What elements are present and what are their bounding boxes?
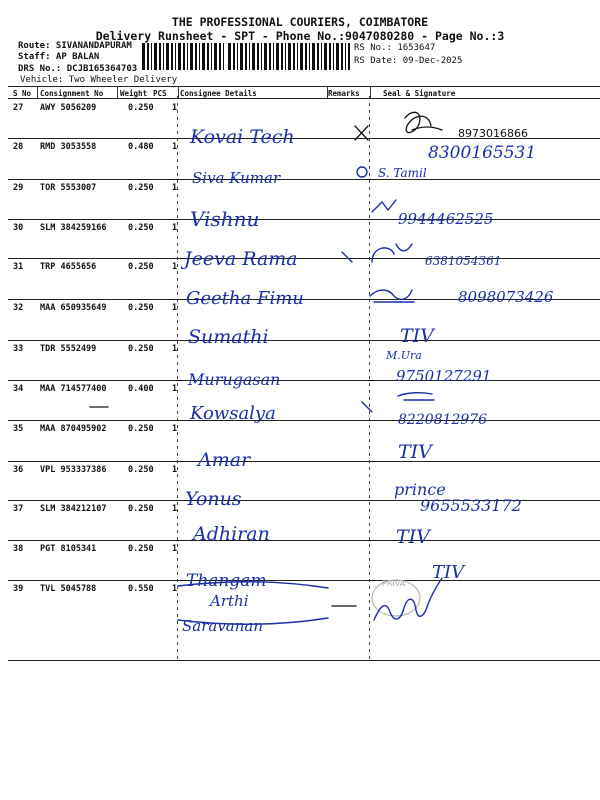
handwritten-phone: 9655533172 bbox=[420, 496, 522, 515]
handwritten-name: Geetha Fimu bbox=[186, 288, 304, 309]
barcode-bar bbox=[175, 43, 176, 70]
col-divider bbox=[327, 86, 328, 98]
staff-label: Staff: AP BALAN bbox=[18, 52, 100, 62]
row-pieces: 1 bbox=[172, 344, 178, 354]
handwritten-name: Siva Kumar bbox=[192, 169, 281, 187]
barcode-bar bbox=[329, 43, 331, 70]
barcode-bar bbox=[305, 43, 307, 70]
col-divider bbox=[37, 86, 38, 98]
row-weight: 0.250 bbox=[128, 262, 154, 272]
circle-mark bbox=[357, 167, 367, 177]
barcode-bar bbox=[252, 43, 255, 70]
row-divider bbox=[8, 420, 600, 421]
barcode-bar bbox=[240, 43, 243, 70]
row-pieces: 1 bbox=[172, 262, 178, 272]
row-serial: 32 bbox=[13, 303, 24, 313]
route-label: Route: SIVANANDAPURAM bbox=[18, 41, 132, 51]
barcode-bar bbox=[257, 43, 259, 70]
col-seal: Seal & Signature bbox=[383, 89, 456, 98]
barcode-bar bbox=[147, 43, 149, 70]
col-divider bbox=[117, 86, 118, 98]
header-top-rule bbox=[8, 86, 600, 87]
barcode-bar bbox=[151, 43, 152, 70]
barcode-bar bbox=[195, 43, 197, 70]
barcode-bar bbox=[288, 43, 291, 70]
handwritten-tin: TIV bbox=[396, 526, 430, 548]
barcode-bar bbox=[345, 43, 346, 70]
consignment-number: SLM 384259166 bbox=[40, 223, 107, 233]
stamp-ring bbox=[372, 580, 420, 616]
row-serial: 35 bbox=[13, 424, 24, 434]
barcode-bar bbox=[348, 43, 350, 70]
row-serial: 27 bbox=[13, 103, 24, 113]
handwritten-name: Jeeva Rama bbox=[184, 248, 298, 270]
row-pieces: 1 bbox=[172, 142, 178, 152]
col-divider bbox=[370, 86, 371, 98]
handwritten-phone: 8220812976 bbox=[398, 412, 488, 428]
row-divider bbox=[8, 138, 600, 139]
row-weight: 0.250 bbox=[128, 344, 154, 354]
handwritten-sign: S. Tamil bbox=[378, 166, 427, 180]
barcode-bar bbox=[154, 43, 157, 70]
row-serial: 38 bbox=[13, 544, 24, 554]
row-pieces: 1 bbox=[172, 424, 178, 434]
signature-scribble bbox=[374, 578, 442, 620]
row-weight: 0.250 bbox=[128, 183, 154, 193]
header-bottom-rule bbox=[8, 98, 600, 99]
row-serial: 36 bbox=[13, 465, 24, 475]
barcode-bar bbox=[163, 43, 164, 70]
barcode-bar bbox=[228, 43, 231, 70]
barcode-bar bbox=[264, 43, 267, 70]
barcode-bar bbox=[333, 43, 334, 70]
barcode-bar bbox=[214, 43, 217, 70]
barcode-bar bbox=[321, 43, 322, 70]
barcode-bar bbox=[293, 43, 295, 70]
company-title: THE PROFESSIONAL COURIERS, COIMBATORE bbox=[171, 15, 429, 29]
row-serial: 30 bbox=[13, 223, 24, 233]
consignment-number: SLM 384212107 bbox=[40, 504, 107, 514]
barcode-bar bbox=[183, 43, 185, 70]
rs-number: RS No.: 1653647 bbox=[354, 43, 436, 53]
row-divider bbox=[8, 660, 600, 661]
col-sno: S No bbox=[13, 89, 32, 98]
consignment-number: TDR 5552499 bbox=[40, 344, 97, 354]
barcode-bar bbox=[261, 43, 262, 70]
row-serial: 33 bbox=[13, 344, 24, 354]
consignment-number: MAA 714577400 bbox=[40, 384, 107, 394]
barcode-bar bbox=[269, 43, 271, 70]
handwritten-phone: 9750127291 bbox=[396, 367, 492, 385]
row-pieces: 1 bbox=[172, 183, 178, 193]
consignee-dash-line bbox=[177, 96, 178, 661]
row-divider bbox=[8, 380, 600, 381]
rs-barcode bbox=[228, 43, 350, 70]
handwritten-name: Vishnu bbox=[190, 207, 260, 231]
col-weight: Weight bbox=[120, 89, 148, 98]
row-weight: 0.250 bbox=[128, 465, 154, 475]
barcode-bar bbox=[142, 43, 145, 70]
handwritten-name: Amar bbox=[198, 449, 251, 471]
drs-label: DRS No.: DCJB165364703 bbox=[18, 64, 138, 74]
consignment-number: PGT 8105341 bbox=[40, 544, 97, 554]
seal-dash-line bbox=[369, 96, 370, 661]
handwritten-tin: TIV bbox=[400, 325, 434, 347]
row-divider bbox=[8, 461, 600, 462]
barcode-bar bbox=[159, 43, 161, 70]
bracket-scribble bbox=[178, 582, 328, 625]
row-weight: 0.480 bbox=[128, 142, 154, 152]
barcode-bar bbox=[223, 43, 224, 70]
signature-scribble bbox=[372, 200, 396, 212]
row-serial: 31 bbox=[13, 262, 24, 272]
row-divider bbox=[8, 179, 600, 180]
barcode-bar bbox=[300, 43, 303, 70]
handwritten-phone: 8300165531 bbox=[428, 143, 537, 163]
consignment-number: MAA 650935649 bbox=[40, 303, 107, 313]
row-pieces: 1 bbox=[172, 544, 178, 554]
barcode-bar bbox=[219, 43, 221, 70]
barcode-bar bbox=[178, 43, 181, 70]
row-pieces: 1 bbox=[172, 223, 178, 233]
barcode-bar bbox=[207, 43, 209, 70]
handwritten-name: Murugasan bbox=[188, 370, 281, 389]
consignment-number: TOR 5553007 bbox=[40, 183, 97, 193]
barcode-bar bbox=[297, 43, 298, 70]
row-weight: 0.550 bbox=[128, 584, 154, 594]
barcode-bar bbox=[312, 43, 315, 70]
row-serial: 39 bbox=[13, 584, 24, 594]
handwritten-phone: 9944462525 bbox=[398, 210, 494, 228]
row-divider bbox=[8, 299, 600, 300]
barcode-bar bbox=[187, 43, 188, 70]
handwritten-sign: prince bbox=[394, 480, 446, 499]
barcode-bar bbox=[190, 43, 193, 70]
barcode-bar bbox=[273, 43, 274, 70]
barcode-bar bbox=[276, 43, 279, 70]
col-consignment: Consignment No bbox=[40, 89, 104, 98]
row-divider bbox=[8, 500, 600, 501]
row-serial: 29 bbox=[13, 183, 24, 193]
barcode-bar bbox=[281, 43, 283, 70]
handwritten-tin: TIV bbox=[398, 441, 432, 463]
barcode-bar bbox=[309, 43, 310, 70]
barcode-bar bbox=[341, 43, 343, 70]
handwritten-name: Arthi bbox=[210, 592, 249, 610]
handwritten-phone: 8973016866 bbox=[458, 127, 528, 140]
consignment-number: TVL 5045788 bbox=[40, 584, 97, 594]
handwritten-sign: M.Ura bbox=[386, 349, 422, 362]
row-serial: 34 bbox=[13, 384, 24, 394]
signature-scribble bbox=[405, 112, 442, 132]
vehicle-label: Vehicle: Two Wheeler Delivery bbox=[20, 75, 178, 85]
consignment-number: VPL 953337386 bbox=[40, 465, 107, 475]
handwritten-name: Saravanan bbox=[182, 617, 264, 635]
barcode-bar bbox=[199, 43, 200, 70]
row-pieces: 1 bbox=[172, 584, 178, 594]
signature-scribble bbox=[370, 290, 414, 302]
cross-mark bbox=[362, 402, 372, 412]
handwritten-phone: 6381054361 bbox=[425, 254, 502, 268]
col-consignee: Consignee Details bbox=[180, 89, 257, 98]
row-divider bbox=[8, 580, 600, 581]
barcode-bar bbox=[336, 43, 339, 70]
col-remarks: Remarks bbox=[328, 89, 360, 98]
row-weight: 0.250 bbox=[128, 223, 154, 233]
barcode-bar bbox=[285, 43, 286, 70]
handwritten-tin: TIV bbox=[432, 562, 465, 583]
row-weight: 0.250 bbox=[128, 103, 154, 113]
barcode-bar bbox=[249, 43, 250, 70]
row-pieces: 1 bbox=[172, 384, 178, 394]
row-weight: 0.250 bbox=[128, 303, 154, 313]
handwritten-name: Kowsalya bbox=[190, 403, 276, 424]
barcode-bar bbox=[233, 43, 235, 70]
handwritten-name: Thangam bbox=[186, 571, 267, 591]
row-pieces: 1 bbox=[172, 303, 178, 313]
barcode-bar bbox=[211, 43, 212, 70]
row-pieces: 1 bbox=[172, 465, 178, 475]
row-serial: 28 bbox=[13, 142, 24, 152]
row-weight: 0.400 bbox=[128, 384, 154, 394]
consignment-number: TRP 4655656 bbox=[40, 262, 97, 272]
handwritten-name: Adhiran bbox=[193, 523, 270, 545]
consignment-number: AWY 5056209 bbox=[40, 103, 97, 113]
stamp-text: PRIVA bbox=[382, 579, 406, 588]
barcode-bar bbox=[317, 43, 319, 70]
barcode-bar bbox=[202, 43, 205, 70]
row-pieces: 1 bbox=[172, 504, 178, 514]
col-pcs: PCS bbox=[153, 89, 167, 98]
row-weight: 0.250 bbox=[128, 504, 154, 514]
barcode-bar bbox=[166, 43, 169, 70]
consignment-number: MAA 870495902 bbox=[40, 424, 107, 434]
barcode-bar bbox=[237, 43, 238, 70]
barcode-bar bbox=[245, 43, 247, 70]
handwritten-name: Yonus bbox=[185, 488, 242, 510]
row-weight: 0.250 bbox=[128, 544, 154, 554]
handwritten-phone: 8098073426 bbox=[458, 288, 554, 306]
row-divider bbox=[8, 340, 600, 341]
runsheet-subtitle: Delivery Runsheet - SPT - Phone No.:9047080280 - Page No.:3 bbox=[95, 29, 505, 43]
signature-scribble bbox=[398, 393, 434, 400]
barcode-bar bbox=[171, 43, 173, 70]
row-divider bbox=[8, 258, 600, 259]
signature-scribble bbox=[372, 244, 412, 262]
consignment-number: RMD 3053558 bbox=[40, 142, 97, 152]
row-serial: 37 bbox=[13, 504, 24, 514]
row-divider bbox=[8, 540, 600, 541]
rs-date: RS Date: 09-Dec-2025 bbox=[354, 56, 463, 66]
tick-mark bbox=[342, 252, 352, 262]
row-divider bbox=[8, 219, 600, 220]
barcode-bar bbox=[324, 43, 327, 70]
handwritten-name: Kovai Tech bbox=[190, 126, 295, 148]
row-pieces: 1 bbox=[172, 103, 178, 113]
col-divider bbox=[178, 86, 179, 98]
row-weight: 0.250 bbox=[128, 424, 154, 434]
handwritten-name: Sumathi bbox=[188, 326, 269, 348]
